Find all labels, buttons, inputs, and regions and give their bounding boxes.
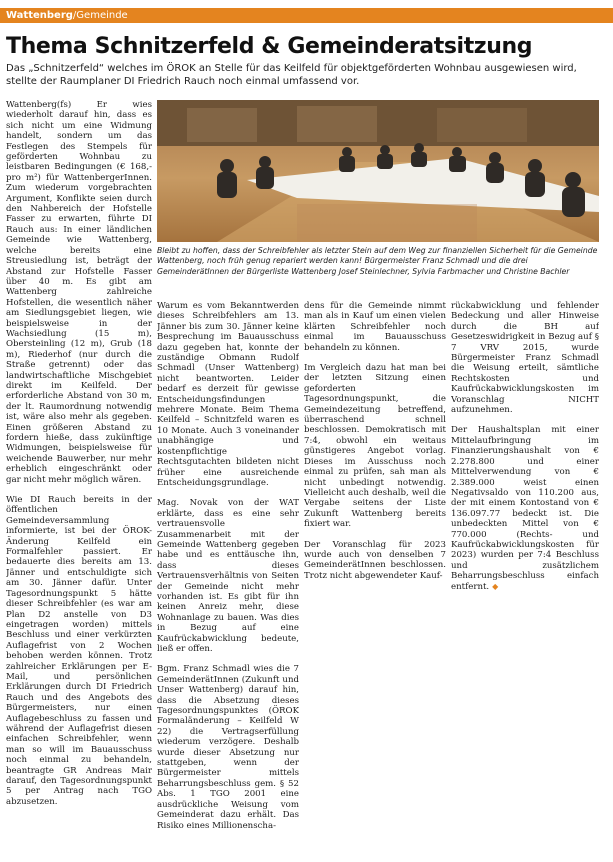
diamond-icon: ◆ xyxy=(492,581,499,591)
paragraph-last xyxy=(451,425,599,591)
article-column-1 xyxy=(6,100,152,852)
paragraph: rückabwicklung und fehlender Bedeckung und aller Hinweise durch die BH auf Gesetzeswidrigkeit in Bezug auf § 7 VRV 2015, wurde Bürgermeister Franz Schmadl die Weisung erteilt, sämtliche Rechtskosten und Kaufrückabwicklungskosten im Voranschlag NICHT aufzunehmen. xyxy=(451,301,599,416)
meeting-photo xyxy=(157,100,599,242)
paragraph: Im Vergleich dazu hat man bei der letzten Sitzung einen geforderten Tagesordnungspunkt, die Gemeindezeitung betreffend, überraschend schnell beschlossen. Demokratisch mit 7:4, obwohl ein weitaus günstigeres Angebot vorlag. Dieses im Ausschuss noch einmal zu prüfen, sah man als nicht unbedingt notwendig. Vielleicht auch deshalb, weil die Vergabe seitens der Liste Zukunft Wattenberg bereits fixiert war. xyxy=(304,363,446,530)
meeting-photo-illustration xyxy=(157,100,599,242)
paragraph: dens für die Gemeinde nimmt man als in Kauf um einen vielen klärten Schreibfehler noch einmal im Bauausschuss behandeln zu können. xyxy=(304,301,446,353)
paragraph: Bgm. Franz Schmadl wies die 7 GemeinderätInnen (Zukunft und Unser Wattenberg) darauf hin, dass die Absetzung dieses Tagesordnungspunktes (ÖROK Formaländerung – Keilfeld W 22) die Vertragserfüllung wiederum verzögere. Deshalb wurde dieser Absetzung nur stattgeben, wenn der Bürgermeister mittels Beharrungsbeschluss gem. § 52 Abs. 1 TGO 2001 eine ausdrückliche Weisung vom Gemeinderat dazu erhält. Das Risiko eines Millionenscha- xyxy=(157,664,299,831)
article-column-2 xyxy=(157,301,299,852)
paragraph: Der Voranschlag für 2023 wurde auch von denselben 7 GemeinderätInnen beschlossen. Trotz nicht abgewendeter Kauf- xyxy=(304,539,446,581)
section-header-bar xyxy=(0,8,613,23)
photo-caption: Bleibt zu hoffen, dass der Schreibfehler als letzter Stein auf dem Weg zur finanziellen Sicherheit für die Gemeinde Wattenberg, noch früh genug repariert werden kann! Bürgermeister Franz Schmadl und die drei GemeinderätInnen der Bürgerliste Wattenberg Josef Steinlechner, Sylvia Farbmacher und Christine Bachler xyxy=(157,246,598,276)
paragraph: Mag. Novak von der WAT erklärte, dass es eine sehr vertrauensvolle Zusammenarbeit mit der Gemeinde Wattenberg gegeben habe und es enttäusche ihn, dass dieses Vertrauensverhältnis von Seiten der Gemeinde nicht mehr vorhanden ist. Es gibt für ihn keinen Anreiz mehr, diese Wohnanlage zu bauen. Was dies in Bezug auf eine Kaufrückabwicklung bedeute, ließ er offen. xyxy=(157,498,299,654)
paragraph-last-text: Der Haushaltsplan mit einer Mittelaufbringung im Finanzierungshaushalt von € 2.278.800 und einer Mittelverwendung von € 2.389.000 weist einen Negativsaldo von 110.200 aus, der mit einem Kontostand von € 136.097.77 bedeckt ist. Die unbedeckten Mittel von € 770.000 (Rechts- und Kaufrückabwicklungskosten für 2023) wurden per 7:4 Beschluss und zusätzlichem Beharrungsbeschluss einfach entfernt. xyxy=(451,425,599,591)
paragraph: Warum es vom Bekanntwerden dieses Schreibfehlers am 13. Jänner bis zum 30. Jänner keine Besprechung im Bauausschuss dazu gegeben hat, konnte der zuständige Obmann Rudolf Schmadl (Unser Wattenberg) nicht beantworten. Leider bedarf es derzeit für gewisse Entscheidungsfindungen mehrere Monate. Beim Thema Keilfeld – Schnitzfeld waren es 10 Monate. Auch 3 voneinander unabhängige und kostenpflichtige Rechtsgutachten bildeten nicht früher eine ausreichende Entscheidungsgrundlage. xyxy=(157,301,299,488)
article-column-3 xyxy=(304,301,446,591)
section-main: Wattenberg xyxy=(6,10,73,21)
paragraph: Wie DI Rauch bereits in der öffentlichen Gemeindeversammlung informierte, ist bei der ÖROK-Änderung Keilfeld ein Formalfehler passiert. Er bedauerte dies bereits am 13. Jänner und entschuldigte sich am 30. Jänner dafür. Unter Tagesordnungspunkt 5 hätte dieser Schreibfehler (es war am Plan D2 anstelle von D3 eingetragen worden) mittels Beschluss und einer verkürzten Auflagefrist von 2 Wochen behoben werden können. Trotz zahlreicher Erklärungen per E-Mail, und persönlichen Erklärungen durch DI Friedrich Rauch und des Angebots des Bürgermeisters, nur einen Auflagebeschluss zu fassen und während der Auflagefrist diesen einfachen Schreibfehler, wenn man so will im Bauausschuss noch einmal zu behandeln, beantragte GR Andreas Mair darauf, den Tagesordnungspunkt 5 per Antrag nach TGO abzusetzen. xyxy=(6,495,152,807)
paragraph: Wattenberg(fs) Er wies wiederholt darauf hin, dass es sich nicht um eine Widmung handelt, sondern um das Festlegen des Stempels für geförderten Wohnbau zu leistbaren Bedingungen (€ 168,- pro m²) für WattenbergerInnen. Zum wiederum vorgebrachten Argument, Konflikte seien durch den Nahbereich der Hofstelle Fasser zu erwarten, führte DI Rauch aus: In einer ländlichen Gemeinde wie Wattenberg, welche bereits eine Streusiedlung ist, beträgt der Abstand zur Hofstelle Fasser über 40 m. Es gibt am Wattenberg zahlreiche Hofstellen, die wesentlich näher am Siedlungsgebiet liegen, wie beispielsweise in der Wachsiedlung (15 m), Obersteinling (12 m), Grub (18 m), Riederhof (nur durch die Straße getrennt) oder das landwirtschaftliche Mischgebiet direkt im Keilfeld. Der erforderliche Abstand von 30 m, der lt. Raumordnung notwendig ist, wäre also mehr als gegeben. Einen größeren Abstand zu fordern hieße, dass zukünftige Widmungen, beispielsweise für weichende Bauwerber, nur mehr erheblich eingeschränkt oder gar nicht mehr möglich wären. xyxy=(6,100,152,485)
section-label: Wattenberg/Gemeinde xyxy=(6,10,128,21)
article-headline: Thema Schnitzerfeld & Gemeinderatsitzung xyxy=(6,34,533,59)
article-lead: Das „Schnitzerfeld“ welches im ÖROK an Stelle für das Keilfeld für objektgeförderten Wohnbau ausgewiesen wird, stellte der Raumplaner DI Friedrich Rauch noch einmal umfassend vor. xyxy=(6,63,577,87)
article-column-4 xyxy=(451,301,599,591)
section-sub: Gemeinde xyxy=(76,10,128,21)
